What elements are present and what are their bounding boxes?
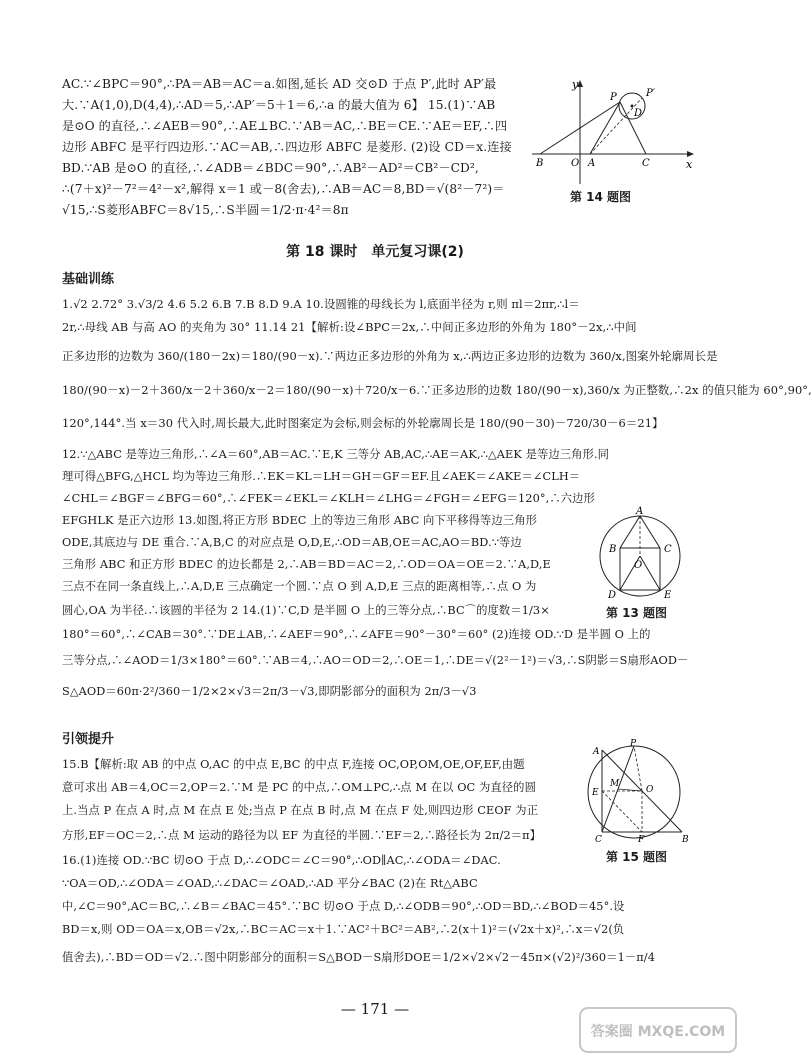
text-line: 15.B【解析:取 AB 的中点 O,AC 的中点 E,BC 的中点 F,连接 OC,OP,OM,OE,OF,EF,由题 <box>62 758 525 771</box>
advanced-label: 引领提升 <box>62 732 115 747</box>
text-line: √15,∴S菱形ABFC＝8√15,∴S半圆＝1/2·π·4²＝8π <box>62 203 349 217</box>
text-line: 2r,∴母线 AB 与高 AO 的夹角为 30° 11.14 21【解析:设∠BPC＝2x,∴中间正多边形的外角为 180°－2x,∴中间 <box>62 320 637 334</box>
site-watermark-logo <box>578 1006 738 1054</box>
text-line: S△AOD＝60π·2²/360－1/2×2×√3＝2π/3－√3,即阴影部分的面积为 2π/3－√3 <box>62 685 477 698</box>
text-line: 上.当点 P 在点 A 时,点 M 在点 E 处;当点 P 在点 B 时,点 M 在点 F 处,则四边形 CEOF 为正 <box>62 804 539 817</box>
axis-label-y: y <box>572 78 579 91</box>
answer-block-1-11 <box>62 293 812 439</box>
point-label: B <box>682 835 689 845</box>
text-line: AC.∵∠BPC＝90°,∴PA＝AB＝AC＝a.如图,延长 AD 交⊙D 于点 P′,此时 AP′最 <box>62 77 497 91</box>
figure-15-diagram <box>592 739 696 845</box>
text-line: 180°＝60°,∴∠CAB＝30°.∵DE⊥AB,∴∠AEF＝90°,∴∠AFE＝90°－30°＝60° (2)连接 OD.∵D 是半圆 O 上的 <box>62 628 651 641</box>
figure-13-diagram <box>594 506 688 600</box>
point-label: C <box>664 544 672 555</box>
text-line: 方形,EF＝OC＝2,∴点 M 运动的路径为以 EF 为直径的半圆.∵EF＝2,∴路径长为 2π/2＝π】 <box>62 829 542 842</box>
point-label: O <box>634 560 643 571</box>
point-label: P′ <box>646 88 655 99</box>
figure-14-caption: 第 14 题图 <box>570 190 632 204</box>
point-label: C <box>642 158 650 169</box>
text-line: 正多边形的边数为 360/(180－2x)＝180/(90－x).∵两边正多边形的外角为 x,∴两边正多边形的边数为 360/x,图案外轮廓周长是 <box>62 349 718 363</box>
point-label: E <box>592 788 599 798</box>
axis-label-x: x <box>686 158 693 171</box>
text-line: 1.√2 2.72° 3.√3/2 4.6 5.2 6.B 7.B 8.D 9.A 10.设圆锥的母线长为 l,底面半径为 r,则 πl＝2πr,∴l＝ <box>62 297 580 311</box>
page-number: — 171 — <box>340 1000 410 1018</box>
point-label: F <box>638 835 645 845</box>
text-line: 理可得△BFG,△HCL 均为等边三角形.∴EK＝KL＝LH＝GH＝GF＝EF.且∠AEK＝∠AKE＝∠CLH＝ <box>62 470 581 483</box>
basic-training-label: 基础训练 <box>62 272 115 287</box>
text-line: BD.∵AB 是⊙O 的直径,∴∠ADB＝∠BDC＝90°,∴AB²－AD²＝CB²－CD², <box>62 161 479 175</box>
point-label: O <box>571 158 580 169</box>
point-label: B <box>609 544 617 555</box>
text-line: 大.∵A(1,0),D(4,4),∴AD＝5,∴AP′＝5＋1＝6,∴a 的最大值为 6】 15.(1)∵AB <box>62 98 496 112</box>
text-line: 120°,144°.当 x＝30 代入时,周长最大,此时图案定为会标,则会标的外轮廓周长是 180/(90－30)－720/30－6＝21】 <box>62 416 664 430</box>
point-label: A <box>593 747 600 757</box>
answer-block-14-15 <box>62 74 522 221</box>
figure-15-caption: 第 15 题图 <box>606 850 668 864</box>
point-label: E <box>664 590 672 601</box>
text-line: 180/(90－x)－2＋360/x－2＋360/x－2＝180/(90－x)＋720/x－6.∵正多边形的边数 180/(90－x),360/x 为正整数,∴2x 的值只能为 60°,90°, <box>62 383 812 397</box>
text-line: 16.(1)连接 OD.∵BC 切⊙O 于点 D,∴∠ODC＝∠C＝90°,∴OD∥AC,∴∠ODA＝∠DAC. <box>62 854 501 867</box>
text-line: 中,∠C＝90°,AC＝BC,∴∠B＝∠BAC＝45°.∵BC 切⊙O 于点 D,∴∠ODB＝90°,∴OD＝BD,∴∠BOD＝45°.设 <box>62 900 625 913</box>
point-label: C <box>595 835 602 845</box>
text-line: BD＝x,则 OD＝OA＝x,OB＝√2x,∴BC＝AC＝x＋1.∵AC²＋BC²＝AB²,∴2(x＋1)²＝(√2x＋x)²,∴x＝√2(负 <box>62 923 625 936</box>
text-line: ∵OA＝OD,∴∠ODA＝∠OAD,∴∠DAC＝∠OAD,∴AD 平分∠BAC (2)在 Rt△ABC <box>62 877 478 890</box>
figure-13-caption: 第 13 题图 <box>606 606 668 620</box>
point-label: M <box>610 779 620 789</box>
text-line: 是⊙O 的直径,∴∠AEB＝90°,∴AE⊥BC.∵AB＝AC,∴BE＝CE.∵AE＝EF,∴四 <box>62 119 508 133</box>
section-title: 第 18 课时 单元复习课(2) <box>286 244 464 260</box>
text-line: 三点不在同一条直线上,∴A,D,E 三点确定一个圆.∵点 O 到 A,D,E 三点的距离相等,∴点 O 为 <box>62 580 537 593</box>
point-label: P <box>630 739 637 749</box>
point-label: A <box>588 158 596 169</box>
text-line: ∠CHL＝∠BGF＝∠BFG＝60°,∴∠FEK＝∠EKL＝∠KLH＝∠LHG＝∠FGH＝∠EFG＝120°,∴六边形 <box>62 492 595 505</box>
text-line: 边形 ABFC 是平行四边形.∵AC＝AB,∴四边形 ABFC 是菱形. (2)设 CD＝x.连接 <box>62 140 512 154</box>
text-line: 圆心,OA 为半径.∴该圆的半径为 2 14.(1)∵C,D 是半圆 O 上的三等分点,∴BC⌒的度数＝1/3× <box>62 604 550 617</box>
text-line: ∴(7＋x)²－7²＝4²－x²,解得 x＝1 或－8(舍去),∴AB＝AC＝8,BD＝√(8²－7²)＝ <box>62 182 505 196</box>
text-line: ODE,其底边与 DE 重合.∵A,B,C 的对应点是 O,D,E,∴OD＝AB,OE＝AC,AO＝BD.∵等边 <box>62 536 522 549</box>
text-line: 三角形 ABC 和正方形 BDEC 的边长都是 2,∴AB＝BD＝AC＝2,∴OD＝OA＝OE＝2.∵A,D,E <box>62 558 551 571</box>
text-line: 12.∵△ABC 是等边三角形,∴∠A＝60°,AB＝AC.∵E,K 三等分 AB,AC,∴AE＝AK,∴△AEK 是等边三角形.同 <box>62 448 610 461</box>
point-label: P <box>610 92 617 103</box>
point-label: D <box>608 590 617 601</box>
text-line: 三等分点,∴∠AOD＝1/3×180°＝60°.∵AB＝4,∴AO＝OD＝2,∴OE＝1,∴DE＝√(2²－1²)＝√3,∴S阴影＝S扇形AOD－ <box>62 654 689 667</box>
point-label: B <box>536 158 544 169</box>
text-line: 值舍去),∴BD＝OD＝√2.∴图中阴影部分的面积＝S△BOD－S扇形DOE＝1/2×√2×√2－45π×(√2)²/360＝1－π/4 <box>62 951 655 964</box>
point-label: A <box>636 506 644 517</box>
watermark-text: 答案圈 MXQE.COM <box>590 1024 726 1040</box>
text-line: 意可求出 AB＝4,OC＝2,OP＝2.∵M 是 PC 的中点,∴OM⊥PC,∴点 M 在以 OC 为直径的圆 <box>62 781 536 794</box>
point-label: D <box>634 108 643 119</box>
point-label: O <box>646 785 654 795</box>
text-line: EFGHLK 是正六边形 13.如图,将正方形 BDEC 上的等边三角形 ABC 向下平移得等边三角形 <box>62 514 537 527</box>
figure-14-diagram <box>528 76 698 186</box>
